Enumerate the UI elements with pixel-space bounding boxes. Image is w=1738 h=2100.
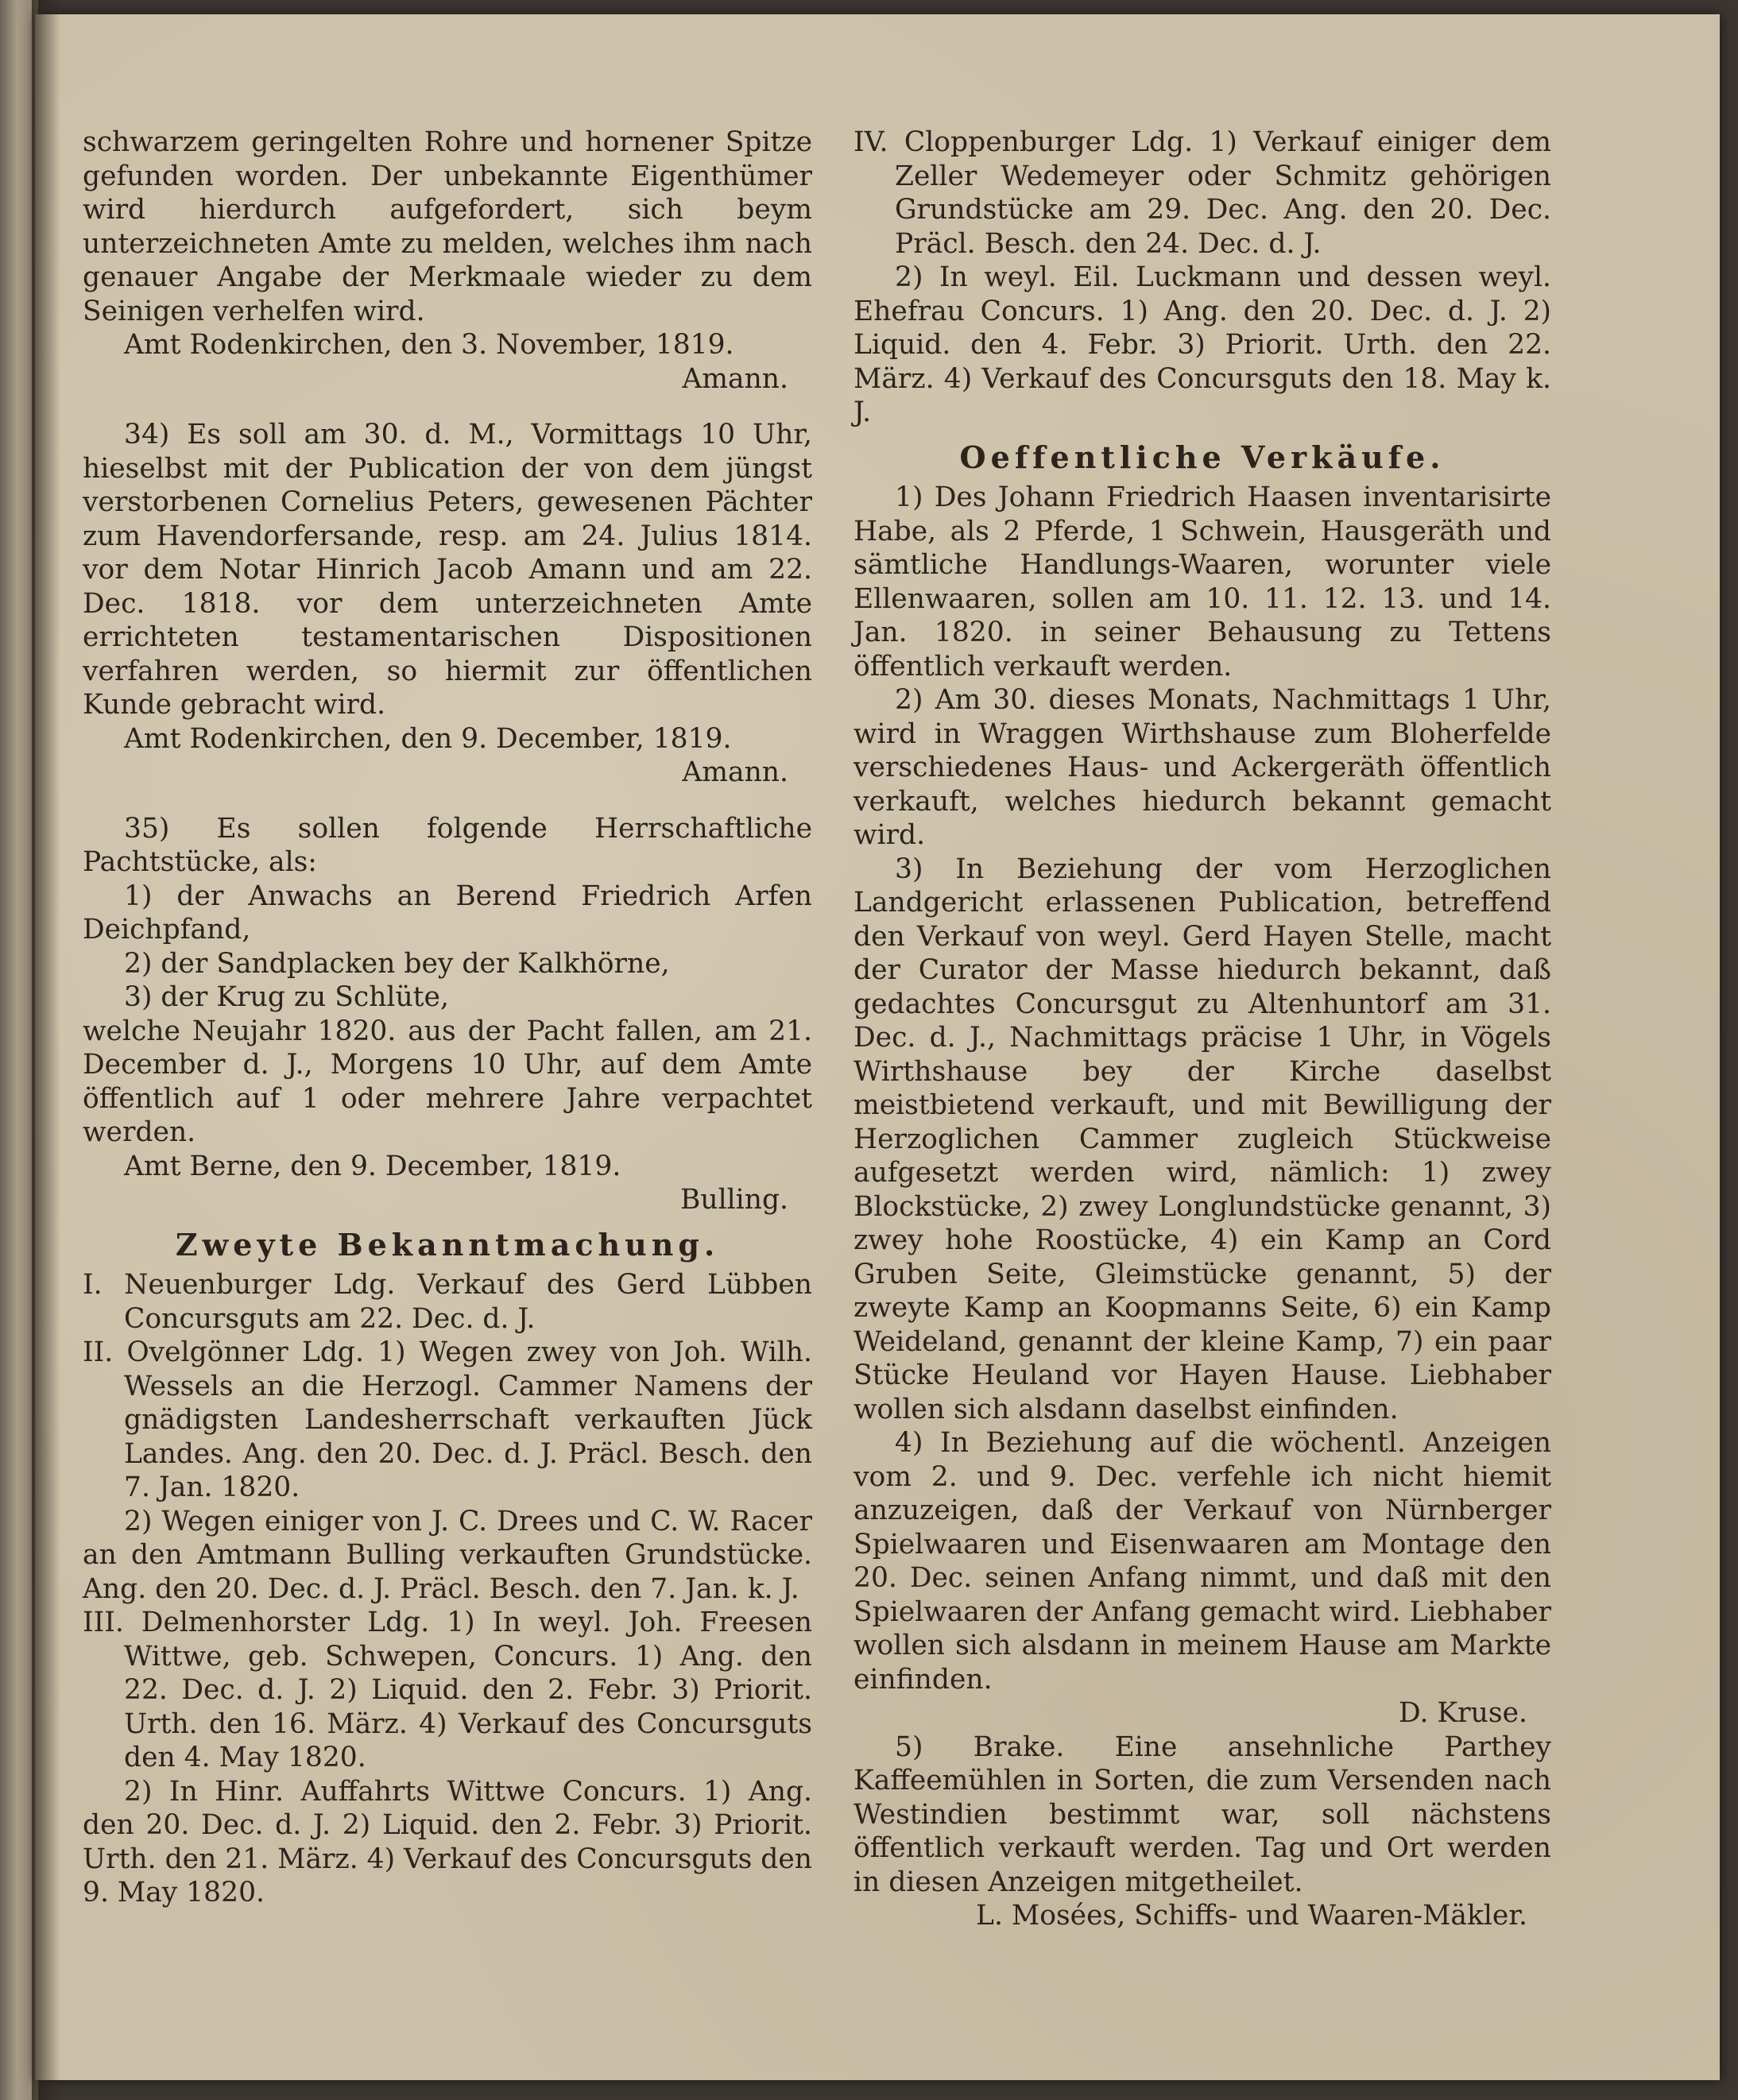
notice-34-text: 34) Es soll am 30. d. M., Vormittags 10 Uhr, hieselbst mit der Publication der von dem jüngst verstorbenen Cornelius Peters, gewesenen Pächter zum Havendorfersande, resp. am 24. Julius 1814. vor dem Notar Hinrich Jacob Amann und am 22. Dec. 1818. vor dem unterzeichneten Amte errichteten testamentarischen Dispositionen verfahren werden, so hiermit zur öffentlichen Kunde gebracht wird. [83, 419, 812, 721]
notice-35-signature: Bulling. [680, 1184, 788, 1216]
entry-ovelgoenner-2: 2) Wegen einiger von J. C. Drees und C. W. Racer an den Amtmann Bulling verkauften Grundstücke. Ang. den 20. Dec. d. J. Präcl. Besch. den 7. Jan. k. J. [83, 1505, 812, 1605]
entry-cloppenburger-1: IV. Cloppenburger Ldg. 1) Verkauf einiger dem Zeller Wedemeyer oder Schmitz gehörigen Grundstücke am 29. Dec. Ang. den 20. Dec. Präcl. Besch. den 24. Dec. d. J. [854, 126, 1551, 260]
notice-35-item-1: 1) der Anwachs an Berend Friedrich Arfen Deichpfand, [83, 880, 812, 946]
sale-3: 3) In Beziehung der vom Herzoglichen Landgericht erlassenen Publication, betreffend den Verkauf von weyl. Gerd Hayen Stelle, macht der Curator der Masse hiedurch bekannt, daß gedachtes Concursgut zu Altenhuntorf am 31. Dec. d. J., Nachmittags präcise 1 Uhr, in Vögels Wirthshause bey der Kirche daselbst meistbietend verkauft, und mit Bewilligung der Herzoglichen Cammer zugleich Stückweise aufgesetzt werden wird, nämlich: 1) zwey Blockstücke, 2) zwey Longlundstücke genannt, 3) zwey hohe Roostücke, 4) ein Kamp an Cord Gruben Seite, Gleimstücke genannt, 5) der zweyte Kamp an Koopmanns Seite, 6) ein Kamp Weideland, genannt der kleine Kamp, 7) ein paar Stücke Heuland vor Hayen Hause. Liebhaber wollen sich alsdann daselbst einfinden. [854, 853, 1551, 1425]
section-heading-oeffentliche-verkaeufe: Oeffentliche Verkäufe. [959, 439, 1446, 475]
left-column [83, 126, 812, 1910]
sale-1: 1) Des Johann Friedrich Haasen inventarisirte Habe, als 2 Pferde, 1 Schwein, Hausgeräth und sämtliche Handlungs-Waaren, worunter viele Ellenwaaren, sollen am 10. 11. 12. 13. und 14. Jan. 1820. in seiner Behausung zu Tettens öffentlich verkauft werden. [854, 481, 1551, 683]
continued-notice-date: Amt Rodenkirchen, den 3. November, 1819. [124, 329, 734, 361]
sale-5: 5) Brake. Eine ansehnliche Parthey Kaffeemühlen in Sorten, die zum Versenden nach Westindien bestimmt war, soll nächstens öffentlich verkauft werden. Tag und Ort werden in diesen Anzeigen mitgetheilet. [854, 1731, 1551, 1898]
notice-35-date: Amt Berne, den 9. December, 1819. [124, 1150, 621, 1182]
notice-35-text: welche Neujahr 1820. aus der Pacht fallen, am 21. December d. J., Morgens 10 Uhr, auf dem Amte öffentlich auf 1 oder mehrere Jahre verpachtet werden. [83, 1015, 812, 1148]
entry-delmenhorster-1: III. Delmenhorster Ldg. 1) In weyl. Joh. Freesen Wittwe, geb. Schwepen, Concurs. 1) Ang. den 22. Dec. d. J. 2) Liquid. den 2. Febr. 3) Priorit. Urth. den 16. März. 4) Verkauf des Concursguts den 4. May 1820. [83, 1607, 812, 1773]
sale-5-signature: L. Mosées, Schiffs- und Waaren-Mäkler. [976, 1900, 1527, 1932]
notice-35-intro: 35) Es sollen folgende Herrschaftliche Pachtstücke, als: [83, 812, 812, 878]
binding-gutter-shadow [32, 0, 60, 2100]
entry-cloppenburger-2: 2) In weyl. Eil. Luckmann und dessen weyl. Ehefrau Concurs. 1) Ang. den 20. Dec. d. J. 2) Liquid. den 4. Febr. 3) Priorit. Urth. den 22. März. 4) Verkauf des Concursguts den 18. May k. J. [854, 261, 1551, 428]
notice-35-item-2: 2) der Sandplacken bey der Kalkhörne, [124, 947, 670, 980]
sale-4-signature: D. Kruse. [1399, 1697, 1527, 1729]
newspaper-page [35, 14, 1720, 2080]
continued-notice-signature: Amann. [682, 362, 788, 395]
section-heading-zweyte-bekanntmachung: Zweyte Bekanntmachung. [175, 1226, 720, 1263]
notice-34-signature: Amann. [682, 756, 788, 788]
continued-notice-text: schwarzem geringelten Rohre und hornener Spitze gefunden worden. Der unbekannte Eigenthümer wird hierdurch aufgefordert, sich beym unterzeichneten Amte zu melden, welches ihm nach genauer Angabe der Merkmaale wieder zu dem Seinigen verhelfen wird. [83, 126, 812, 327]
notice-34-date: Amt Rodenkirchen, den 9. December, 1819. [124, 722, 732, 755]
right-column [854, 126, 1551, 1933]
sale-4: 4) In Beziehung auf die wöchentl. Anzeigen vom 2. und 9. Dec. verfehle ich nicht hiemit anzuzeigen, daß der Verkauf von Nürnberger Spielwaaren und Eisenwaaren am Montage den 20. Dec. seinen Anfang nimmt, und daß mit den Spielwaaren der Anfang gemacht wird. Liebhaber wollen sich alsdann in meinem Hause am Markte einfinden. [854, 1427, 1551, 1696]
sale-2: 2) Am 30. dieses Monats, Nachmittags 1 Uhr, wird in Wraggen Wirthshause zum Bloherfelde verschiedenes Haus- und Ackergeräth öffentlich verkauft, welches hiedurch bekannt gemacht wird. [854, 684, 1551, 851]
notice-35-item-3: 3) der Krug zu Schlüte, [124, 981, 449, 1013]
entry-delmenhorster-2: 2) In Hinr. Auffahrts Wittwe Concurs. 1) Ang. den 20. Dec. d. J. 2) Liquid. den 2. Febr. 3) Priorit. Urth. den 21. März. 4) Verkauf des Concursguts den 9. May 1820. [83, 1775, 812, 1909]
entry-ovelgoenner-1: II. Ovelgönner Ldg. 1) Wegen zwey von Joh. Wilh. Wessels an die Herzogl. Cammer Namens der gnädigsten Landesherrschaft verkauften Jück Landes. Ang. den 20. Dec. d. J. Präcl. Besch. den 7. Jan. 1820. [83, 1336, 812, 1503]
entry-neuenburger: I. Neuenburger Ldg. Verkauf des Gerd Lübben Concursguts am 22. Dec. d. J. [83, 1269, 812, 1335]
